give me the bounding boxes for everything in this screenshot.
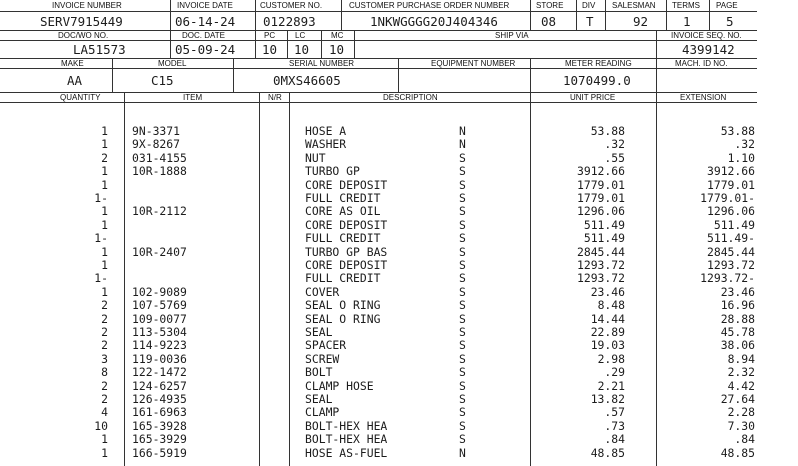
rule <box>170 30 171 58</box>
item-cell: 109-0077 <box>132 311 187 326</box>
mc-label: MC <box>331 31 344 40</box>
quantity-cell: 2 <box>101 392 108 406</box>
customer-no-label: CUSTOMER NO. <box>260 1 323 10</box>
lc-label: LC <box>295 31 306 40</box>
item-cell: 124-6257 <box>132 378 187 393</box>
code-cell: S <box>459 284 466 299</box>
extension-cell: 38.06 <box>720 338 755 353</box>
code-cell: S <box>459 271 466 286</box>
item-cell: 10R-2407 <box>132 244 187 259</box>
unit-price-cell: .29 <box>604 365 625 380</box>
code-cell: S <box>459 351 466 366</box>
item-cell: 122-1472 <box>132 365 187 380</box>
unit-price-cell: 511.49 <box>583 231 625 246</box>
unit-price-cell: 1779.01 <box>576 191 625 205</box>
description-cell: FULL CREDIT <box>305 231 381 246</box>
customer-po-value: 1NKWGGGG20J404346 <box>370 14 498 29</box>
description-cell: CORE DEPOSIT <box>305 177 388 192</box>
extension-cell: 1779.01 <box>706 177 755 192</box>
rule <box>0 58 757 59</box>
customer-po-label: CUSTOMER PURCHASE ORDER NUMBER <box>349 1 510 10</box>
model-label: MODEL <box>158 59 187 68</box>
pc-value: 10 <box>262 42 278 57</box>
invoice-number-label: INVOICE NUMBER <box>52 1 122 10</box>
quantity-cell: 4 <box>101 405 108 420</box>
item-column-header: ITEM <box>183 93 203 102</box>
rule <box>709 0 710 30</box>
extension-cell: 2845.44 <box>706 244 755 259</box>
item-cell: 165-3929 <box>132 432 187 447</box>
unit-price-cell: 13.82 <box>590 392 625 406</box>
unit-price-column-header: UNIT PRICE <box>570 93 616 102</box>
rule <box>666 0 667 30</box>
quantity-cell: 2 <box>101 338 108 353</box>
rule <box>233 58 234 92</box>
quantity-cell: 1- <box>94 191 108 205</box>
quantity-cell: 2 <box>101 298 108 313</box>
extension-cell: 23.46 <box>720 284 755 299</box>
quantity-cell: 1 <box>101 244 108 259</box>
code-cell: S <box>459 258 466 272</box>
quantity-cell: 10 <box>94 418 108 433</box>
description-cell: CLAMP <box>305 405 340 420</box>
serial-number-label: SERIAL NUMBER <box>289 59 355 68</box>
extension-cell: 28.88 <box>720 311 755 326</box>
description-cell: TURBO GP BAS <box>305 244 388 259</box>
extension-cell: 1779.01- <box>700 191 755 205</box>
quantity-cell: 3 <box>101 351 108 366</box>
code-cell: S <box>459 392 466 406</box>
rule <box>0 102 757 103</box>
rule <box>0 40 757 41</box>
description-cell: HOSE A <box>305 124 347 138</box>
unit-price-cell: 8.48 <box>597 298 625 313</box>
extension-cell: 1293.72- <box>700 271 755 286</box>
rule <box>170 0 171 30</box>
description-cell: CORE DEPOSIT <box>305 258 388 272</box>
code-cell: S <box>459 191 466 205</box>
quantity-cell: 1- <box>94 271 108 286</box>
extension-column-header: EXTENSION <box>680 93 727 102</box>
quantity-cell: 1 <box>101 177 108 192</box>
page-label: PAGE <box>716 1 738 10</box>
item-cell: 166-5919 <box>132 445 187 460</box>
code-cell: S <box>459 298 466 313</box>
extension-cell: 1.10 <box>727 150 755 165</box>
rule <box>605 0 606 30</box>
quantity-cell: 2 <box>101 311 108 326</box>
extension-cell: 2.28 <box>727 405 755 420</box>
rule <box>0 11 757 12</box>
quantity-cell: 1 <box>101 284 108 299</box>
code-cell: S <box>459 365 466 380</box>
unit-price-cell: .57 <box>604 405 625 420</box>
description-cell: SEAL <box>305 392 333 406</box>
store-label: STORE <box>536 1 564 10</box>
page-value: 5 <box>726 14 734 29</box>
item-cell: 161-6963 <box>132 405 187 420</box>
quantity-column-header: QUANTITY <box>60 93 101 102</box>
doc-date-label: DOC. DATE <box>182 31 225 40</box>
doc-wo-no-value: LA51573 <box>73 42 126 57</box>
unit-price-cell: 2845.44 <box>576 244 625 259</box>
code-cell: S <box>459 432 466 447</box>
rule <box>0 92 757 93</box>
code-cell: S <box>459 204 466 219</box>
rule <box>398 58 399 92</box>
rule <box>341 0 342 30</box>
rule <box>656 58 657 92</box>
meter-reading-label: METER READING <box>565 59 632 68</box>
code-cell: S <box>459 325 466 339</box>
quantity-cell: 2 <box>101 378 108 393</box>
doc-wo-no-label: DOC/WO NO. <box>58 31 109 40</box>
unit-price-cell: .55 <box>604 150 625 165</box>
rule <box>530 58 531 92</box>
terms-value: 1 <box>683 14 691 29</box>
mc-value: 10 <box>329 42 345 57</box>
unit-price-cell: 48.85 <box>590 445 625 460</box>
item-cell: 119-0036 <box>132 351 187 366</box>
unit-price-cell: .32 <box>604 137 625 152</box>
item-cell: 102-9089 <box>132 284 187 299</box>
store-value: 08 <box>541 14 557 29</box>
unit-price-cell: 2.98 <box>597 351 625 366</box>
rule <box>289 92 290 466</box>
extension-cell: .32 <box>734 137 755 152</box>
item-cell: 9X-8267 <box>132 137 181 152</box>
quantity-cell: 1 <box>101 164 108 179</box>
item-cell: 165-3928 <box>132 418 187 433</box>
make-value: AA <box>67 73 83 88</box>
quantity-cell: 1 <box>101 137 108 152</box>
extension-cell: 4.42 <box>727 378 755 393</box>
nr-column-header: N/R <box>268 93 282 102</box>
extension-cell: 53.88 <box>720 124 755 138</box>
code-cell: S <box>459 311 466 326</box>
extension-cell: 27.64 <box>720 392 755 406</box>
extension-cell: 7.30 <box>727 418 755 433</box>
div-value: T <box>586 14 594 29</box>
code-cell: S <box>459 177 466 192</box>
description-cell: SPACER <box>305 338 347 353</box>
unit-price-cell: 3912.66 <box>576 164 625 179</box>
description-cell: SEAL O RING <box>305 311 381 326</box>
lc-value: 10 <box>294 42 310 57</box>
extension-cell: 3912.66 <box>706 164 755 179</box>
code-cell: S <box>459 338 466 353</box>
code-cell: S <box>459 378 466 393</box>
rule <box>656 30 657 58</box>
extension-cell: 1296.06 <box>706 204 755 219</box>
unit-price-cell: .84 <box>604 432 625 447</box>
rule <box>354 30 355 58</box>
item-cell: 10R-1888 <box>132 164 187 179</box>
description-cell: FULL CREDIT <box>305 271 381 286</box>
rule <box>287 30 288 58</box>
rule <box>259 92 260 466</box>
equipment-number-label: EQUIPMENT NUMBER <box>431 59 516 68</box>
item-cell: 9N-3371 <box>132 124 181 138</box>
rule <box>576 0 577 30</box>
salesman-label: SALESMAN <box>612 1 656 10</box>
description-cell: BOLT-HEX HEA <box>305 432 388 447</box>
extension-cell: .84 <box>734 432 755 447</box>
invoice-seq-no-label: INVOICE SEQ. NO. <box>671 31 742 40</box>
extension-cell: 8.94 <box>727 351 755 366</box>
quantity-cell: 1 <box>101 445 108 460</box>
description-cell: SCREW <box>305 351 340 366</box>
unit-price-cell: 1293.72 <box>576 258 625 272</box>
rule <box>255 0 256 30</box>
description-cell: BOLT-HEX HEA <box>305 418 388 433</box>
code-cell: S <box>459 217 466 232</box>
ship-via-label: SHIP VIA <box>495 31 529 40</box>
mach-id-no-label: MACH. ID NO. <box>675 59 728 68</box>
description-cell: SEAL <box>305 325 333 339</box>
code-cell: S <box>459 418 466 433</box>
rule <box>0 30 757 31</box>
quantity-cell: 1 <box>101 258 108 272</box>
quantity-cell: 1 <box>101 432 108 447</box>
meter-reading-value: 1070499.0 <box>563 73 631 88</box>
unit-price-cell: 19.03 <box>590 338 625 353</box>
description-cell: NUT <box>305 150 326 165</box>
quantity-cell: 8 <box>101 365 108 380</box>
div-label: DIV <box>582 1 596 10</box>
rule <box>112 58 113 92</box>
quantity-cell: 2 <box>101 150 108 165</box>
description-cell: BOLT <box>305 365 333 380</box>
description-cell: TURBO GP <box>305 164 360 179</box>
description-cell: WASHER <box>305 137 347 152</box>
description-cell: SEAL O RING <box>305 298 381 313</box>
unit-price-cell: 22.89 <box>590 325 625 339</box>
unit-price-cell: .73 <box>604 418 625 433</box>
code-cell: S <box>459 164 466 179</box>
serial-number-value: 0MXS46605 <box>273 73 341 88</box>
quantity-cell: 1 <box>101 204 108 219</box>
make-label: MAKE <box>61 59 84 68</box>
code-cell: S <box>459 244 466 259</box>
extension-cell: 2.32 <box>727 365 755 380</box>
code-cell: S <box>459 231 466 246</box>
item-cell: 107-5769 <box>132 298 187 313</box>
unit-price-cell: 14.44 <box>590 311 625 326</box>
unit-price-cell: 511.49 <box>583 217 625 232</box>
quantity-cell: 1 <box>101 217 108 232</box>
unit-price-cell: 2.21 <box>597 378 625 393</box>
extension-cell: 16.96 <box>720 298 755 313</box>
unit-price-cell: 53.88 <box>590 124 625 138</box>
description-cell: CLAMP HOSE <box>305 378 374 393</box>
rule <box>530 0 531 30</box>
quantity-cell: 2 <box>101 325 108 339</box>
description-cell: HOSE AS-FUEL <box>305 445 388 460</box>
pc-label: PC <box>264 31 276 40</box>
invoice-seq-no-value: 4399142 <box>682 42 735 57</box>
quantity-cell: 1- <box>94 231 108 246</box>
rule <box>124 92 125 466</box>
extension-cell: 1293.72 <box>706 258 755 272</box>
quantity-cell: 1 <box>101 124 108 138</box>
item-cell: 126-4935 <box>132 392 187 406</box>
code-cell: S <box>459 150 466 165</box>
description-cell: FULL CREDIT <box>305 191 381 205</box>
item-cell: 031-4155 <box>132 150 187 165</box>
code-cell: N <box>459 124 466 138</box>
terms-label: TERMS <box>672 1 700 10</box>
unit-price-cell: 23.46 <box>590 284 625 299</box>
salesman-value: 92 <box>633 14 649 29</box>
extension-cell: 511.49 <box>713 217 755 232</box>
code-cell: S <box>459 405 466 420</box>
item-cell: 113-5304 <box>132 325 187 339</box>
invoice-date-label: INVOICE DATE <box>177 1 233 10</box>
unit-price-cell: 1296.06 <box>576 204 625 219</box>
rule <box>0 68 757 69</box>
invoice-date-value: 06-14-24 <box>175 14 236 29</box>
code-cell: N <box>459 445 466 460</box>
item-cell: 10R-2112 <box>132 204 187 219</box>
model-value: C15 <box>151 73 174 88</box>
code-cell: N <box>459 137 466 152</box>
description-cell: CORE AS OIL <box>305 204 381 219</box>
extension-cell: 48.85 <box>720 445 755 460</box>
rule <box>255 30 256 58</box>
rule <box>321 30 322 58</box>
invoice-number-value: SERV7915449 <box>40 14 123 29</box>
doc-date-value: 05-09-24 <box>175 42 236 57</box>
extension-cell: 45.78 <box>720 325 755 339</box>
description-column-header: DESCRIPTION <box>383 93 438 102</box>
unit-price-cell: 1779.01 <box>576 177 625 192</box>
extension-cell: 511.49- <box>706 231 755 246</box>
unit-price-cell: 1293.72 <box>576 271 625 286</box>
customer-no-value: 0122893 <box>263 14 316 29</box>
description-cell: COVER <box>305 284 340 299</box>
item-cell: 114-9223 <box>132 338 187 353</box>
description-cell: CORE DEPOSIT <box>305 217 388 232</box>
